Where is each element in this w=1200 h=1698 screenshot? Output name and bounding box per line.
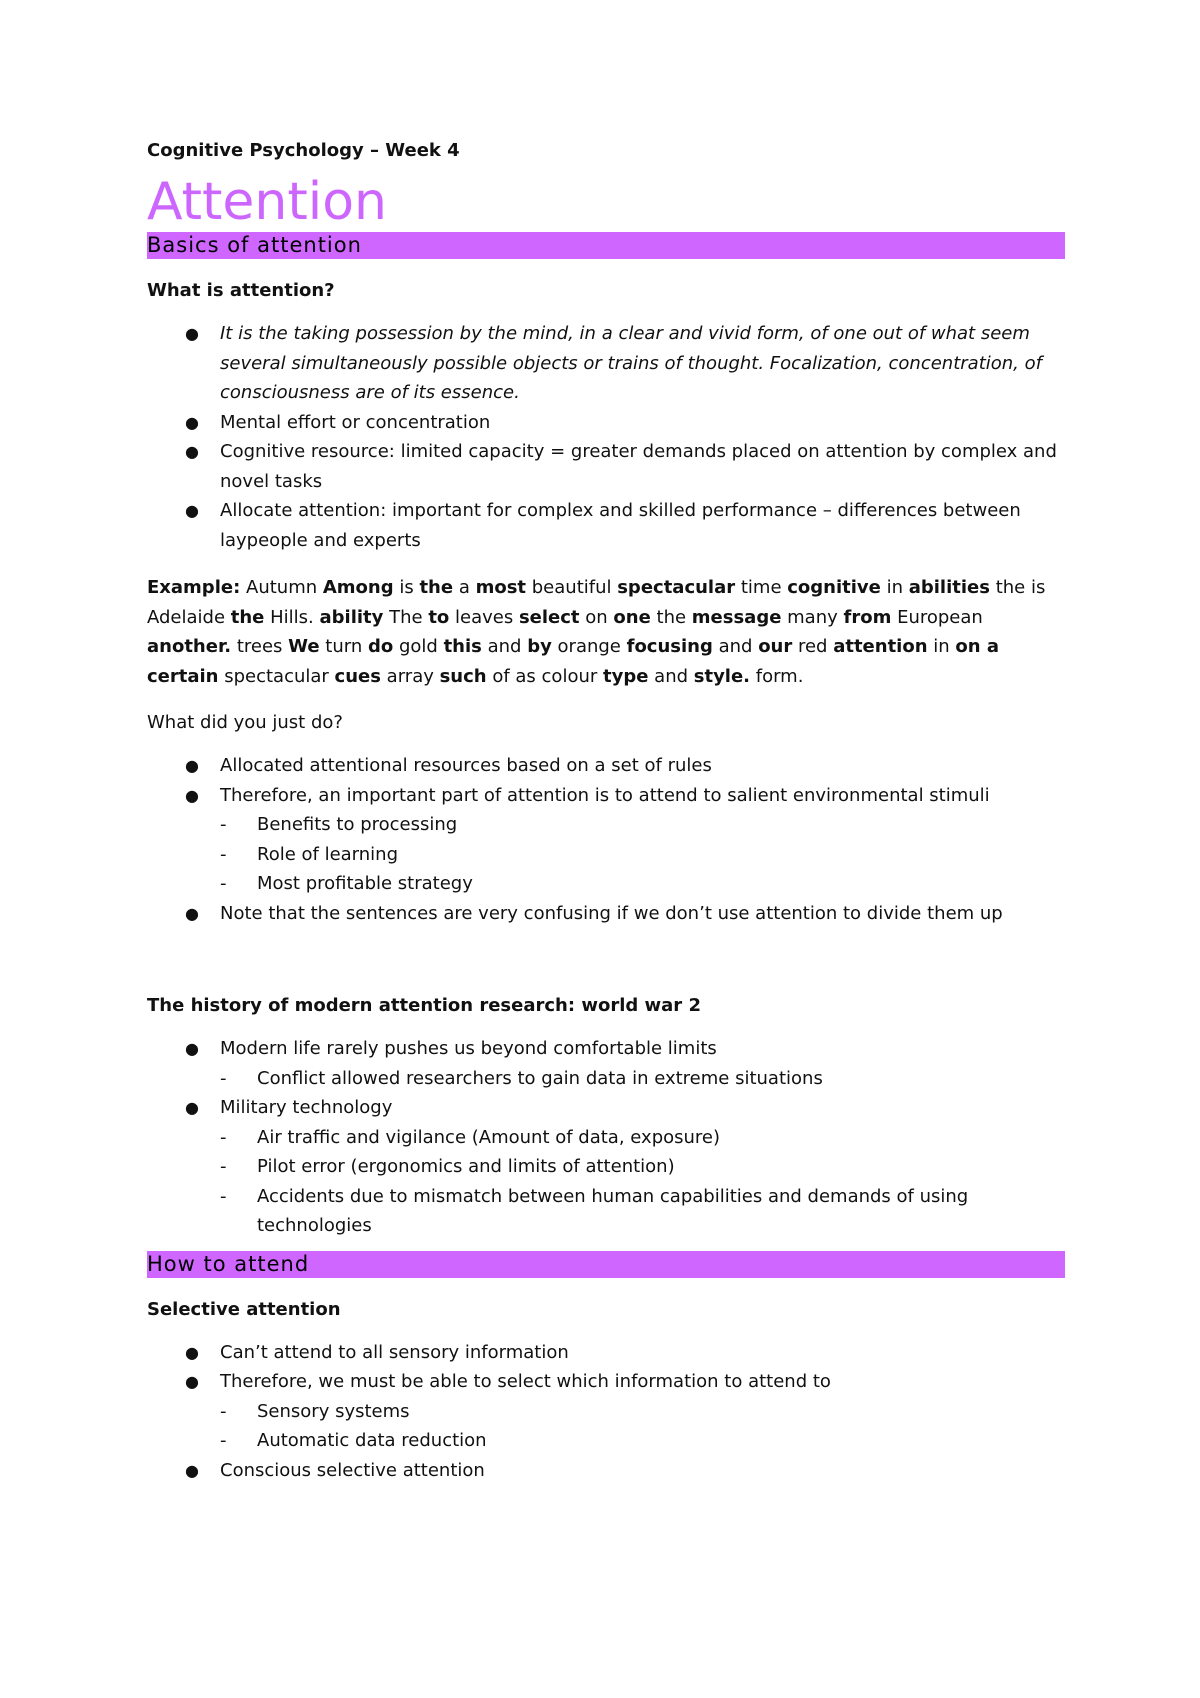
example-segment: leaves [449,606,519,628]
example-segment: a [453,577,476,598]
bullet-icon: ● [185,324,199,343]
example-segment: in [927,636,956,657]
example-segment: select [518,606,580,628]
list-item: ● Therefore, we must be able to select which information to attend to - Sensory systems - Automatic data reduction [147,1367,1065,1456]
bullet-icon: ● [185,1460,199,1480]
example-segment: array [380,665,440,687]
example-segment: European [891,606,983,628]
example-segment: Hills. [264,606,320,628]
sub-list-item: - Conflict allowed researchers to gain data in extreme situations [220,1064,1065,1094]
document-page [147,140,1065,1485]
bullet-icon: ● [185,1342,199,1362]
example-segment: is [393,577,420,598]
sub-list [220,1064,1065,1094]
sub-list-item: - Automatic data reduction [220,1426,1065,1456]
example-segment: from [843,606,892,628]
example-segment: and [481,636,528,657]
example-segment: type [603,665,649,687]
example-segment: turn [319,636,368,657]
example-segment: the [419,577,454,598]
list-item: ● Therefore, an important part of attention is to attend to salient environmental stimuli - Benefits to processing - Role of learning - Most profitable strategy [147,781,1065,899]
bullet-icon: ● [185,412,199,432]
example-segment: ability [319,606,384,628]
list-item: ● It is the taking possession by the mind, in a clear and vivid form, of one out of what seem several simultaneously possible objects or trains of thought. Focalization, concentration, of consciousness are of its essence. [147,319,1065,408]
bullet-icon: ● [185,785,199,805]
list-item: ● Allocated attentional resources based on a set of rules [147,751,1065,781]
example-paragraph [147,573,1065,691]
example-segment: our [758,636,793,657]
bullet-icon: ● [185,442,199,461]
document-title: Attention [147,172,387,232]
example-segment: and [648,665,694,687]
dash-icon: - [220,814,227,835]
example-text [147,577,1045,687]
example-segment: beautiful [526,577,618,598]
example-segment: Among [322,577,394,598]
bullet-icon: ● [185,903,199,923]
list-item: ● Allocate attention: important for complex and skilled performance – differences between laypeople and experts [147,496,1065,555]
list-item: ● Modern life rarely pushes us beyond comfortable limits - Conflict allowed researchers to gain data in extreme situations [147,1034,1065,1093]
example-segment: and [712,636,759,657]
example-segment: trees [231,636,289,657]
bullet-icon: ● [185,1372,199,1391]
bullet-icon: ● [185,756,199,775]
dash-icon: - [220,1067,227,1089]
example-segment: one [613,606,651,628]
list-item: ● Mental effort or concentration [147,408,1065,438]
example-segment: red [792,636,834,657]
example-segment: the [650,606,692,628]
example-segment: to [428,606,450,628]
attention-definition-list [147,319,1065,555]
sub-list [220,1397,1065,1456]
example-label: Example: [147,577,241,598]
history-heading: The history of modern attention research: world war 2 [147,995,701,1016]
example-segment: by [527,636,552,657]
example-segment: spectacular [218,665,335,687]
history-list [147,1034,1065,1241]
example-segment: the is Adelaide [147,577,1046,628]
list-item: ● Conscious selective attention [147,1456,1065,1486]
list-item: ● Military technology - Air traffic and vigilance (Amount of data, exposure) - Pilot error (ergonomics and limits of attention) - Accidents due to mismatch between human capabilities and demands of using technologies [147,1093,1065,1241]
bullet-icon: ● [185,501,199,520]
sub-list-item: - Most profitable strategy [220,869,1065,899]
example-segment: message [691,606,782,628]
bullet-icon: ● [185,1098,199,1117]
what-did-you-do-list [147,751,1065,928]
example-segment: another. [147,636,232,657]
selective-attention-list [147,1338,1065,1486]
dash-icon: - [220,873,227,894]
sub-list-item: - Accidents due to mismatch between human capabilities and demands of using technologies [220,1182,1065,1241]
list-item: ● Note that the sentences are very confusing if we don’t use attention to divide them up [147,899,1065,929]
sub-list-item: - Air traffic and vigilance (Amount of data, exposure) [220,1123,1065,1153]
example-segment: on [579,606,614,628]
dash-icon: - [220,1156,227,1177]
question-what-is-attention: What is attention? [147,280,335,301]
section-heading-basics: Basics of attention [147,232,1065,259]
example-segment: focusing [626,636,713,657]
example-segment: form. [750,665,804,687]
section-heading-how-to-attend: How to attend [147,1251,1065,1278]
sub-list-item: - Benefits to processing [220,810,1065,840]
example-segment: this [443,636,482,657]
example-segment: The [383,606,429,628]
example-segment: gold [393,636,444,657]
list-item: ● Can’t attend to all sensory information [147,1338,1065,1368]
dash-icon: - [220,1126,227,1148]
example-segment: on a certain [147,636,999,687]
example-segment: spectacular [617,577,736,598]
example-segment: time [735,577,788,598]
example-segment: orange [551,636,627,657]
example-segment: cognitive [787,577,881,598]
question-what-did-you-do: What did you just do? [147,712,343,733]
dash-icon: - [220,1430,227,1451]
example-segment: attention [833,636,928,657]
dash-icon: - [220,1400,227,1422]
example-segment: in [880,577,909,598]
example-segment: do [367,636,394,657]
example-segment: style. [693,665,751,687]
dash-icon: - [220,1185,227,1207]
sub-list-item: - Role of learning [220,840,1065,870]
sub-list-item: - Sensory systems [220,1397,1065,1427]
example-segment: the [230,606,265,628]
dash-icon: - [220,843,227,865]
course-title: Cognitive Psychology – Week 4 [147,140,460,161]
example-segment: many [781,606,844,628]
example-segment: such [439,665,487,687]
example-segment: We [288,636,320,657]
selective-attention-heading: Selective attention [147,1298,341,1320]
example-segment: most [475,577,527,598]
example-segment: of as colour [486,665,603,687]
sub-list [220,810,1065,899]
example-segment: abilities [908,577,990,598]
list-item: ● Cognitive resource: limited capacity = greater demands placed on attention by complex and novel tasks [147,437,1065,496]
sub-list-item: - Pilot error (ergonomics and limits of attention) [220,1152,1065,1182]
bullet-icon: ● [185,1039,199,1058]
example-segment: Autumn [240,577,323,598]
sub-list [220,1123,1065,1241]
example-segment: cues [334,665,381,687]
